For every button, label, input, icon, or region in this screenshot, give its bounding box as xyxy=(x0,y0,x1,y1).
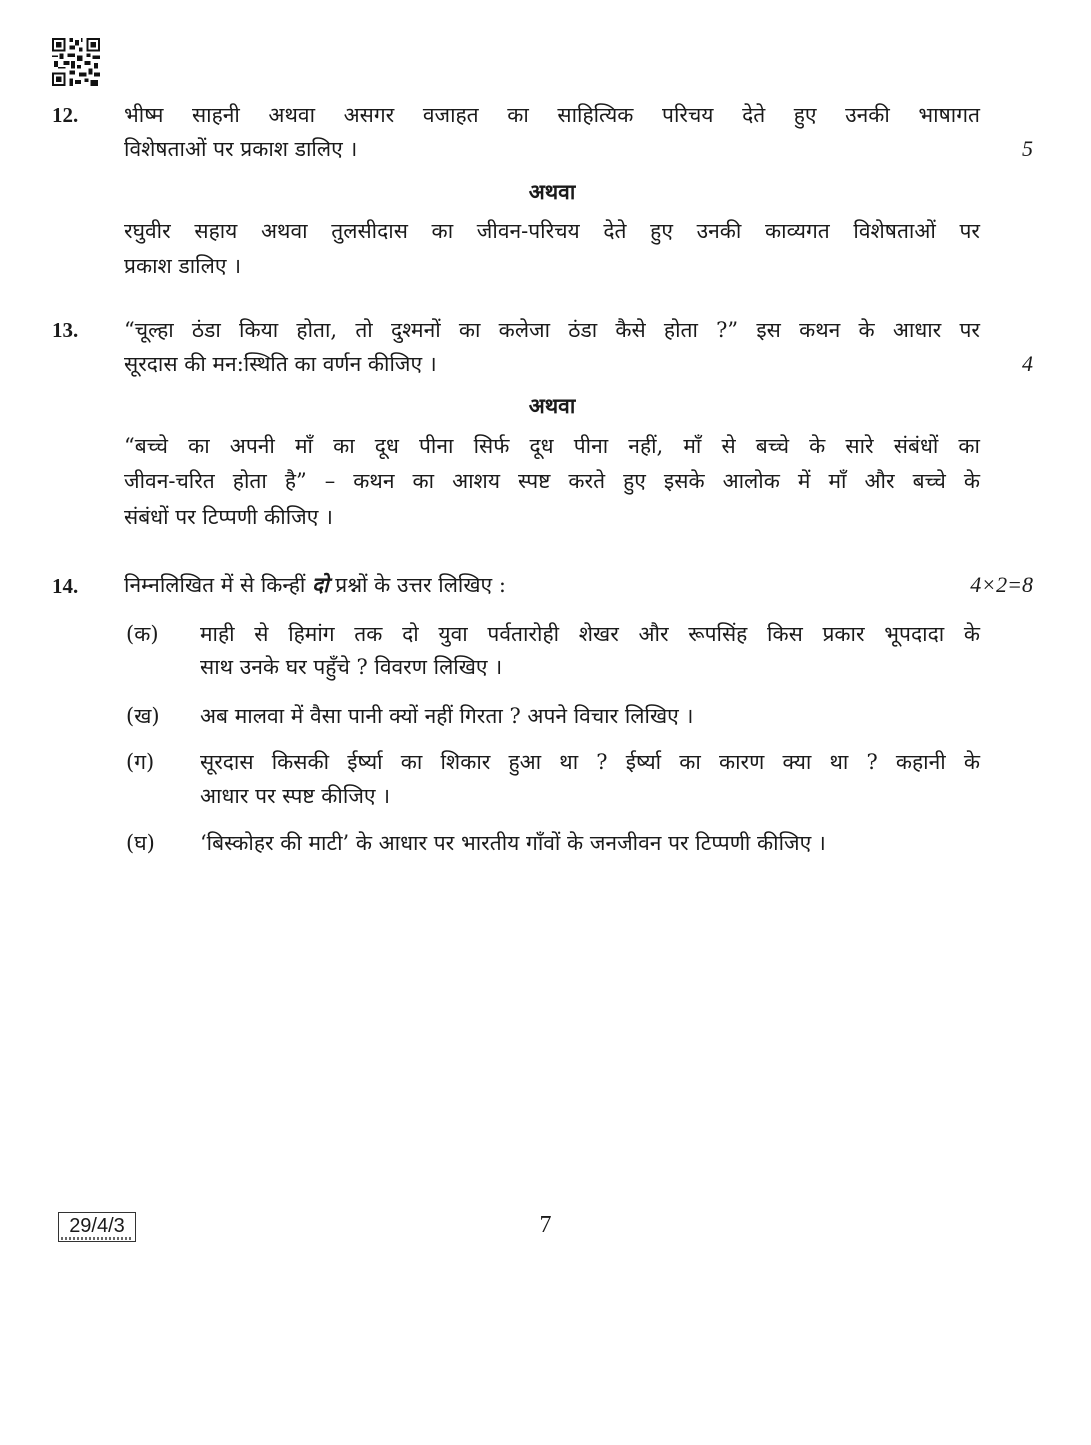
sub-question-label: (ग) xyxy=(126,750,155,774)
sub-question-label: (क) xyxy=(126,622,159,646)
question-number: 14. xyxy=(52,574,79,598)
marks: 4 xyxy=(1022,351,1033,376)
question-intro xyxy=(124,570,980,600)
paper-code-text: 29/4/3 xyxy=(69,1215,125,1237)
question-text: “चूल्हा ठंडा किया होता, तो दुश्मनों का कलेजा ठंडा कैसे होता ?” इस कथन के आधार पर xyxy=(124,318,980,342)
alternate-question-text: जीवन-चरित होता है” – कथन का आशय स्पष्ट करते हुए इसके आलोक में माँ और बच्चे के xyxy=(124,469,980,493)
question-text: भीष्म साहनी अथवा असगर वजाहत का साहित्यिक परिचय देते हुए उनकी भाषागत xyxy=(124,103,980,127)
intro-text: प्रश्नों के उत्तर लिखिए : xyxy=(328,573,506,597)
sub-question-text: ‘बिस्कोहर की माटी’ के आधार पर भारतीय गाँवों के जनजीवन पर टिप्पणी कीजिए । xyxy=(200,831,826,855)
marks: 4×2=8 xyxy=(970,572,1033,597)
sub-question-label: (ख) xyxy=(126,704,160,728)
question-number: 13. xyxy=(52,318,79,342)
alternate-question-text: रघुवीर सहाय अथवा तुलसीदास का जीवन-परिचय देते हुए उनकी काव्यगत विशेषताओं पर xyxy=(124,219,980,243)
sub-question-text: आधार पर स्पष्ट कीजिए । xyxy=(200,784,391,808)
sub-question-text: अब मालवा में वैसा पानी क्यों नहीं गिरता ? अपने विचार लिखिए । xyxy=(200,704,694,728)
question-number: 12. xyxy=(52,103,79,127)
sub-question-label: (घ) xyxy=(126,831,155,855)
question-text: सूरदास की मन:स्थिति का वर्णन कीजिए । xyxy=(124,352,437,376)
sub-question-text: माही से हिमांग तक दो युवा पर्वतारोही शेखर और रूपसिंह किस प्रकार भूपदादा के xyxy=(200,622,980,646)
intro-text: निम्नलिखित में से किन्हीं xyxy=(124,573,312,597)
qr-code-icon xyxy=(52,38,100,86)
page-number: 7 xyxy=(539,1212,552,1238)
alternate-question-text: संबंधों पर टिप्पणी कीजिए । xyxy=(124,505,333,529)
intro-emphasis: दो xyxy=(311,572,329,597)
question-text: विशेषताओं पर प्रकाश डालिए । xyxy=(124,137,358,161)
alternate-question-text: “बच्चे का अपनी माँ का दूध पीना सिर्फ दूध पीना नहीं, माँ से बच्चे के सारे संबंधों का xyxy=(124,434,980,458)
marks: 5 xyxy=(1022,136,1033,161)
or-label: अथवा xyxy=(528,393,576,418)
sub-question-text: सूरदास किसकी ईर्ष्या का शिकार हुआ था ? ईर्ष्या का कारण क्या था ? कहानी के xyxy=(200,750,980,774)
sub-question-text: साथ उनके घर पहुँचे ? विवरण लिखिए । xyxy=(200,655,503,679)
alternate-question-text: प्रकाश डालिए । xyxy=(124,254,242,278)
or-label: अथवा xyxy=(528,179,576,204)
